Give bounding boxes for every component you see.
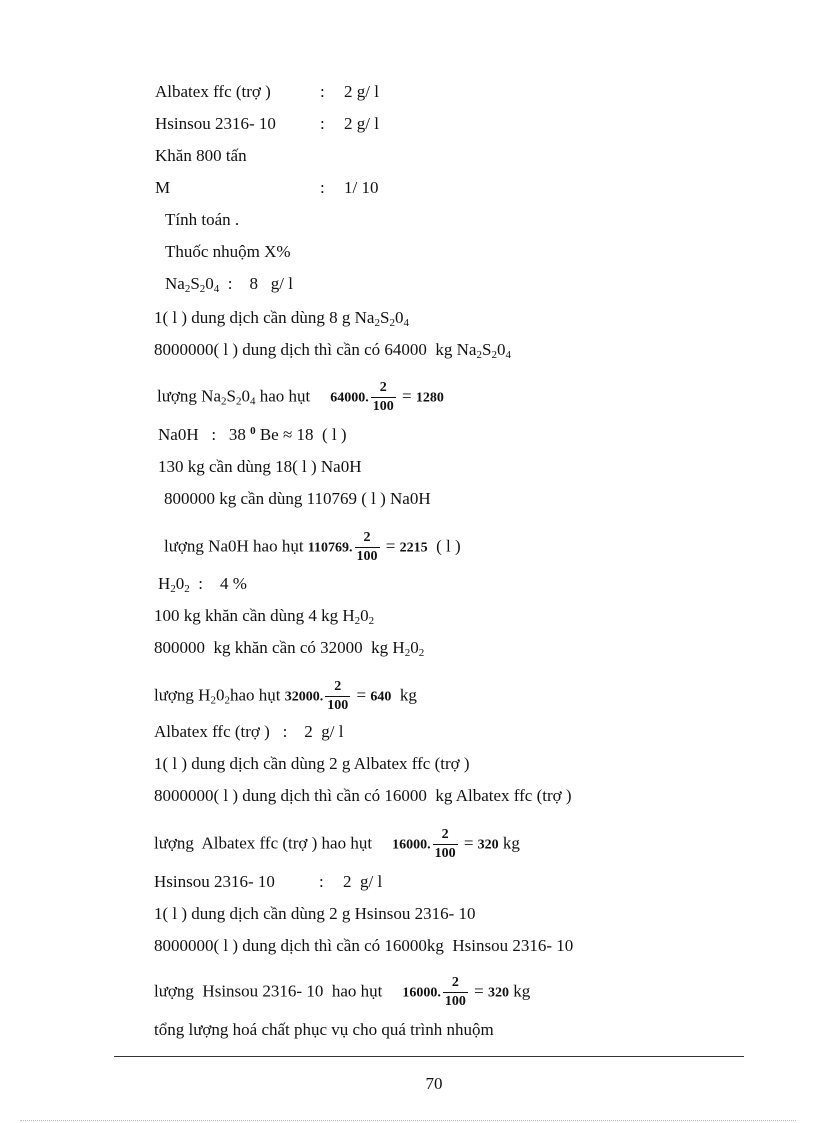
loss-fraction: $\frac{2}{100}$: [434, 827, 456, 861]
liquor-ratio-line: M : 1/ 10: [155, 178, 379, 197]
dye-percent-line: Thuốc nhuộm X%: [165, 242, 291, 261]
hsinsou-per-liter-line: 1( l ) dung dịch cần dùng 2 g Hsinsou 2316- 10: [154, 904, 476, 923]
h2o2-per-100kg-line: 100 kg khăn cần dùng 4 kg $H_20_2$: [154, 606, 375, 627]
hsinsou-ratio-line: Hsinsou 2316- 10 : 2 g/ l: [155, 114, 379, 133]
footer-rule: [114, 1056, 744, 1057]
page-number: 70: [425, 1074, 443, 1093]
na2s2o4-per-liter-line: 1( l ) dung dịch cần dùng 8 g $Na_2S_20_4$: [154, 308, 409, 329]
loss-fraction: $\frac{2}{100}$: [356, 530, 378, 564]
na2s2o4-concentration-line: $Na_2S_20_4$ : 8 g/ l: [165, 274, 293, 295]
h2o2-loss-line: lượng $H_20_2hao$ hụt 32000. $\frac{2}{100}$ = 640 kg: [154, 679, 417, 713]
naoh-total-line: 800000 kg cần dùng 110769 ( l ) Na0H: [164, 489, 431, 508]
h2o2-total-line: 800000 kg khăn cần có 32000 kg $H_20_2$: [154, 638, 425, 659]
total-chemicals-heading: tổng lượng hoá chất phục vụ cho quá trình nhuộm: [154, 1020, 494, 1039]
albatex-concentration-line: Albatex ffc (trợ ) : 2 g/ l: [154, 722, 344, 741]
calculation-heading: Tính toán .: [165, 210, 240, 229]
loss-fraction: $\frac{2}{100}$: [327, 679, 349, 713]
na2s2o4-loss-line: lượng $Na_2S_20_4$ hao hụt 64000. $\frac{2}{100}$ = 1280: [157, 380, 444, 414]
bottom-dotted-border: [20, 1120, 796, 1121]
hsinsou-loss-line: lượng Hsinsou 2316- 10 hao hụt 16000. $\frac{2}{100}$ = 320 kg: [154, 975, 531, 1009]
loss-fraction: $\frac{2}{100}$: [372, 380, 394, 414]
na2s2o4-total-line: 8000000( l ) dung dịch thì cần có 64000 kg $Na_2S_20_4$: [154, 340, 511, 361]
albatex-per-liter-line: 1( l ) dung dịch cần dùng 2 g Albatex ffc (trợ ): [154, 754, 470, 773]
albatex-total-line: 8000000( l ) dung dịch thì cần có 16000 kg Albatex ffc (trợ ): [154, 786, 572, 805]
naoh-per-130kg-line: 130 kg cần dùng 18( l ) Na0H: [158, 457, 362, 476]
towel-amount-line: Khăn 800 tấn: [155, 146, 247, 165]
h2o2-concentration-line: $H_20_2$ : 4 %: [158, 574, 247, 595]
naoh-concentration-line: Na0H : 38 $^0$ Be ≈ 18 ( l ): [158, 425, 347, 444]
hsinsou-concentration-line: Hsinsou 2316- 10 : 2 g/ l: [154, 872, 383, 891]
hsinsou-total-line: 8000000( l ) dung dịch thì cần có 16000kg Hsinsou 2316- 10: [154, 936, 574, 955]
loss-fraction: $\frac{2}{100}$: [444, 975, 466, 1009]
albatex-ratio-line: Albatex ffc (trợ ) : 2 g/ l: [155, 82, 379, 101]
naoh-loss-line: lượng Na0H hao hụt 110769. $\frac{2}{100}$ = 2215 ( l ): [164, 530, 461, 564]
albatex-loss-line: lượng Albatex ffc (trợ ) hao hụt 16000. $\frac{2}{100}$ = 320 kg: [154, 827, 520, 861]
